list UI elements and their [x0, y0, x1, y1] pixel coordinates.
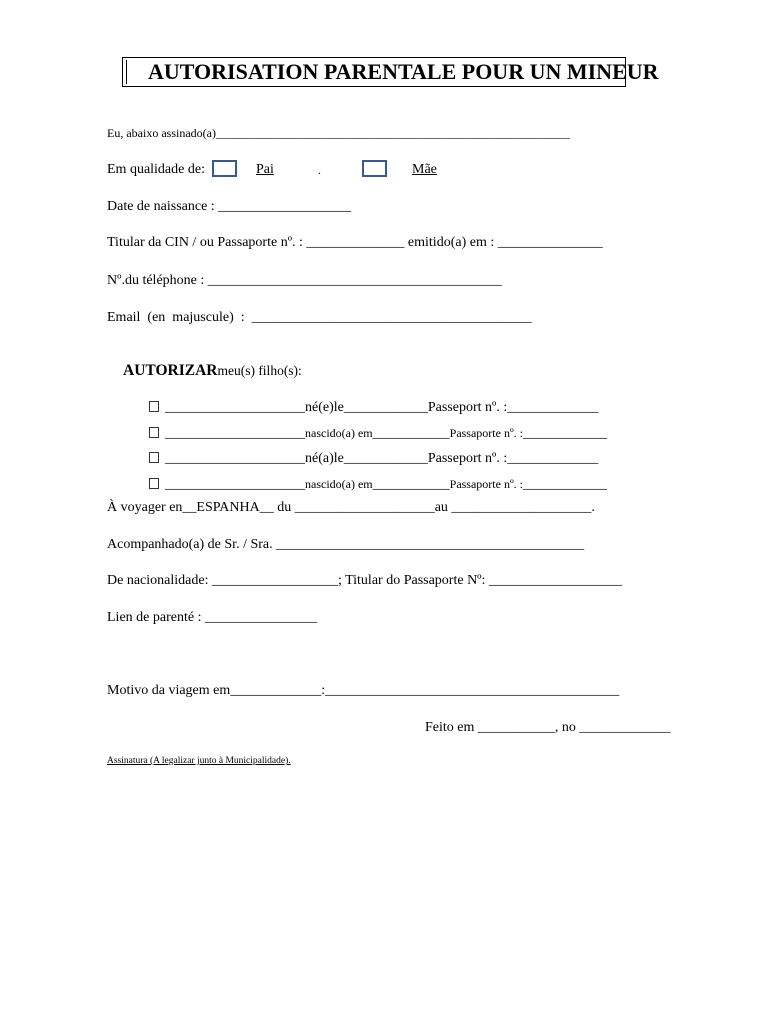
- child-name-blank: ____________________: [165, 426, 305, 441]
- birth-date-line[interactable]: Date de naissance : ___________________: [107, 199, 352, 214]
- reason-line[interactable]: Motivo da viagem em_____________:__________________________________________: [107, 683, 620, 698]
- signatory-line[interactable]: Eu, abaixo assinado(a)___________________________________________________________: [107, 126, 570, 140]
- child-name-blank: ____________________: [165, 477, 305, 492]
- phone-line[interactable]: Nº.du téléphone : __________________________________________: [107, 273, 502, 288]
- quality-label: Em qualidade de:: [107, 162, 205, 177]
- child-name-blank: ____________________: [165, 400, 305, 415]
- authorize-rest: meu(s) filho(s):: [217, 363, 302, 378]
- child-born-label: né(e)le: [305, 400, 344, 415]
- father-checkbox[interactable]: [212, 160, 237, 177]
- id-document-line[interactable]: Titular da CIN / ou Passaporte nº. : ______________ emitido(a) em : _______________: [107, 235, 603, 250]
- nationality-line[interactable]: De nacionalidade: __________________; Titular do Passaporte Nº: ___________________: [107, 573, 622, 588]
- child-passport-blank: ____________: [523, 477, 608, 492]
- child-passport-label: Passaporte nº. :: [449, 477, 524, 491]
- accompanied-line[interactable]: Acompanhado(a) de Sr. / Sra. ____________________________________________: [107, 537, 585, 552]
- child-passport-blank: _____________: [507, 400, 599, 415]
- child-passport-blank: _____________: [507, 451, 599, 466]
- child-passport-label: Passaporte nº. :: [449, 426, 524, 440]
- child-passport-label: Passeport nº. :: [427, 400, 508, 415]
- checkbox-bullet-icon[interactable]: [149, 427, 159, 438]
- mother-label: Mãe: [412, 162, 437, 177]
- checkbox-bullet-icon[interactable]: [149, 401, 159, 412]
- child-passport-blank: ____________: [523, 426, 608, 441]
- document-title: AUTORISATION PARENTALE POUR UN MINEUR: [148, 59, 659, 84]
- child-born-label: nascido(a) em: [305, 426, 373, 440]
- child-date-blank: ____________: [343, 451, 428, 466]
- signature-note: Assinatura (A legalizar junto à Municipalidade).: [107, 756, 291, 766]
- travel-line[interactable]: À voyager en__ESPANHA__ du ____________________au ____________________.: [107, 500, 595, 515]
- child-date-blank: ____________: [343, 400, 428, 415]
- place-date-line[interactable]: Feito em ___________, no _____________: [425, 720, 671, 735]
- authorize-bold: AUTORIZAR: [123, 362, 218, 379]
- child-date-blank: ___________: [372, 477, 450, 492]
- father-label: Pai: [256, 162, 274, 177]
- child-born-label: nascido(a) em: [305, 477, 373, 491]
- child-name-blank: ____________________: [165, 451, 305, 466]
- email-line[interactable]: Email (en majuscule) : ________________________________________: [107, 310, 532, 325]
- checkbox-bullet-icon[interactable]: [149, 478, 159, 489]
- checkbox-bullet-icon[interactable]: [149, 452, 159, 463]
- mother-checkbox[interactable]: [362, 160, 387, 177]
- separator-dot: .: [318, 163, 321, 177]
- child-born-label: né(a)le: [305, 451, 344, 466]
- child-passport-label: Passeport nº. :: [427, 451, 508, 466]
- child-date-blank: ___________: [372, 426, 450, 441]
- relation-line[interactable]: Lien de parenté : ________________: [107, 610, 317, 625]
